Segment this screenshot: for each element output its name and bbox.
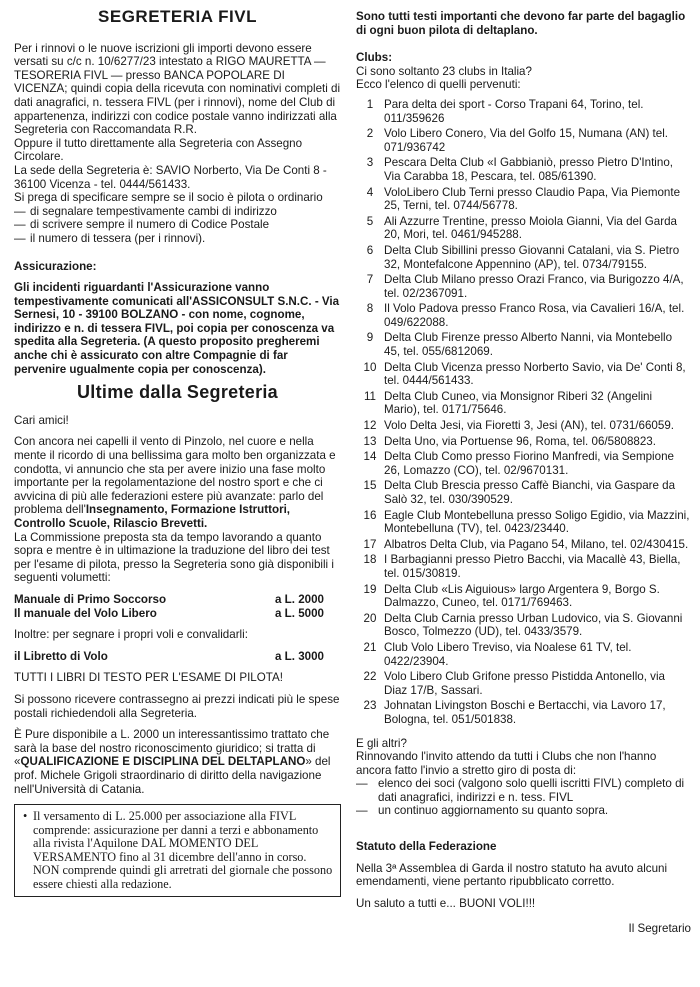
club-item <box>356 538 691 552</box>
news-paragraph-1: Con ancora nei capelli il vento di Pinzolo, nel cuore e nella mente il ricordo di una bellissima gara molto ben organizzata e condotta, vi annuncio che sta per avere inizio una fase molto importante per la regolamentazione del nostro sport e che ci avvicina di più alle federazioni estere più avanzate: parlo del problema dell'Insegnamento, Formazione Istruttori, Controllo Scuole, Rilascio Brevetti. <box>14 435 336 530</box>
club-item <box>356 553 691 580</box>
left-column <box>14 0 341 897</box>
club-text: Delta Club Firenze presso Alberto Nanni, via Montebello 45, tel. 055/6812069. <box>384 331 673 359</box>
section-title-ultime: Ultime dalla Segreteria <box>77 382 278 403</box>
club-number: 6 <box>366 243 374 257</box>
club-item <box>356 419 691 433</box>
club-text: Delta Club Vicenza presso Norberto Savio, via De' Conti 8, tel. 0444/561433. <box>384 360 686 388</box>
club-item <box>356 670 691 697</box>
request-paragraph: Si prega di specificare sempre se il socio è pilota o ordinario <box>14 191 323 205</box>
club-text: Delta Club Carnia presso Urban Ludovico, via S. Giovanni Bosco, Tolmezzo (UD), tel. 0433/3579. <box>384 611 683 639</box>
club-number: 1 <box>366 97 374 111</box>
club-item <box>356 612 691 639</box>
club-item <box>356 127 691 154</box>
insurance-text: Gli incidenti riguardanti l'Assicurazione vanno tempestivamente comunicati all'ASSICONSULT S.N.C. - Via Sernesi, 10 - 39100 BOLZANO - con nome, cognome, indirizzo e n. di tessera FIVL, poi copia per conoscenza va spedita alla Segreteria. (A questo proposito pregheremi anche chi è assicurato con altre Compagnie di far pervenire ugualmente copia per conoscenza). <box>14 281 340 376</box>
club-item <box>356 302 691 329</box>
others-text: Rinnovando l'invito attendo da tutti i Clubs che non l'hanno ancora fatto l'invio a stretto giro di posta di: <box>356 750 657 777</box>
insurance-heading: Assicurazione: <box>14 259 97 273</box>
club-number: 22 <box>363 670 377 684</box>
club-number: 15 <box>363 479 377 493</box>
request-item: — di scrivere sempre il numero di Codice Postale <box>14 218 270 232</box>
membership-box: • Il versamento di L. 25.000 per associazione alla FIVL comprende: assicurazione per danni a terzi e abbonamento alla rivista l'Aquilone DAL MOMENTO DEL VERSAMENTO fino al 31 dicembre dell'anno in corso. NON comprende quindi gli arretrati del giornale che possono essere chiesti alla redazione. <box>14 804 341 897</box>
club-item <box>356 215 691 242</box>
club-text: Ali Azzurre Trentine, presso Moiola Gianni, Via del Garda 20, Mori, tel. 0461/945288. <box>384 214 677 242</box>
club-item <box>356 699 691 726</box>
club-number: 17 <box>363 537 377 551</box>
club-number: 10 <box>363 360 377 374</box>
club-number: 4 <box>366 185 374 199</box>
club-text: Delta Club Sibillini presso Giovanni Catalani, via S. Pietro 32, Montefalcone Appennino (AP), tel. 0734/79155. <box>384 243 680 271</box>
club-text: Delta Club Cuneo, via Monsignor Riberi 32 (Angelini Mario), tel. 0171/75646. <box>384 389 653 417</box>
contrassegno-paragraph: Si possono ricevere contrassegno ai prezzi indicati più le spese postali richiedendoli alla Segreteria. <box>14 692 340 720</box>
news-paragraph-2: La Commissione preposta sta da tempo lavorando a quanto sopra e mentre è in ultimazione la traduzione del libro dei test per l'esame di pilota, presso la Segreteria sono già disponibili i seguenti volumetti: <box>14 530 334 585</box>
club-item <box>356 244 691 271</box>
clubs-list <box>356 98 691 727</box>
request-item: — il numero di tessera (per i rinnovi). <box>14 231 206 245</box>
alt-paragraph: Oppure il tutto direttamente alla Segreteria con Assegno Circolare. <box>14 136 303 164</box>
bullet-icon: • <box>23 809 28 824</box>
club-item <box>356 390 691 417</box>
right-column <box>356 0 691 936</box>
club-number: 7 <box>366 273 374 287</box>
club-text: I Barbagianni presso Pietro Bacchi, via Macallè 43, Biella, tel. 015/30819. <box>384 553 681 580</box>
others-question: E gli altri? <box>356 736 407 750</box>
libretto-row: il Libretto di Volo a L. 3000 <box>14 649 324 663</box>
clubs-question: Ci sono soltanto 23 clubs in Italia? <box>356 64 532 78</box>
club-number: 12 <box>363 419 377 433</box>
club-number: 19 <box>363 582 377 596</box>
club-text: Delta Club Milano presso Orazi Franco, via Burigozzo 4/A, tel. 02/2367091. <box>384 273 684 300</box>
greeting: Cari amici! <box>14 413 69 427</box>
club-text: Albatros Delta Club, via Pagano 54, Milano, tel. 02/430415. <box>384 537 689 551</box>
lead-paragraph: Sono tutti testi importanti che devono far parte del bagaglio di ogni buon pilota di deltaplano. <box>356 10 686 37</box>
section-title-segreteria: SEGRETERIA FIVL <box>98 7 257 26</box>
club-number: 9 <box>366 331 374 345</box>
club-number: 23 <box>363 699 377 713</box>
club-text: Pescara Delta Club «I Gabbianiò, presso Pietro D'Intino, Via Carabba 18, Pescara, tel. 085/61390. <box>384 156 673 183</box>
club-number: 13 <box>363 434 377 448</box>
club-number: 3 <box>366 156 374 170</box>
club-item <box>356 98 691 125</box>
closing-line: Un saluto a tutti e... BUONI VOLI!!! <box>356 896 536 910</box>
tutti-line: TUTTI I LIBRI DI TESTO PER L'ESAME DI PILOTA! <box>14 671 283 685</box>
club-text: Delta Club «Lis Aiguious» largo Argentera 9, Borgo S. Dalmazzo, Cuneo, tel. 0171/769463. <box>384 582 660 610</box>
club-number: 21 <box>363 640 377 654</box>
club-number: 18 <box>363 553 377 567</box>
club-number: 16 <box>363 508 377 522</box>
club-item <box>356 479 691 506</box>
statuto-text: Nella 3ª Assemblea di Garda il nostro statuto ha avuto alcuni emendamenti, viene pertanto ripubblicato corretto. <box>356 861 668 889</box>
club-text: Delta Club Como presso Fiorino Manfredi, via Sempione 26, Lomazzo (CO), tel. 02/9670131. <box>384 450 674 477</box>
club-number: 2 <box>366 127 374 141</box>
club-item <box>356 331 691 358</box>
statuto-heading: Statuto della Federazione <box>356 840 497 854</box>
club-text: Volo Libero Conero, Via del Golfo 15, Numana (AN) tel. 071/936742 <box>384 127 668 154</box>
club-text: VoloLibero Club Terni presso Claudio Papa, Via Piemonte 25, Terni, tel. 0744/56778. <box>384 185 681 213</box>
club-number: 14 <box>363 450 377 464</box>
club-text: Eagle Club Montebelluna presso Soligo Egidio, via Mazzini, Montebelluna (TV), tel. 0423/23440. <box>384 508 690 536</box>
club-text: Volo Delta Jesi, via Fioretti 3, Jesi (AN), tel. 0731/66059. <box>384 419 674 433</box>
club-item <box>356 361 691 388</box>
intro-paragraph: Per i rinnovi o le nuove iscrizioni gli importi devono essere versati su c/c n. 10/6277/23 intestato a RIGO MAURETTA — TESORERIA FIVL — presso BANCA POPOLARE DI VICENZA; quindi copia della ricevuta con nominativi completi di dati anagrafici, n. tessera FIVL (per i rinnovi), nome del Club di appartenenza, indirizzi con codice postale vanno indirizzati alla Segreteria con Raccomandata R.R. <box>14 41 341 137</box>
club-number: 5 <box>366 214 374 228</box>
club-item <box>356 273 691 300</box>
club-text: Il Volo Padova presso Franco Rosa, via Cavalieri 16/A, tel. 049/622088. <box>384 302 685 329</box>
club-item <box>356 641 691 668</box>
club-number: 8 <box>366 302 374 316</box>
club-item <box>356 435 691 449</box>
club-text: Johnatan Livingston Boschi e Bertacchi, via Lavoro 17, Bologna, tel. 051/501838. <box>384 699 666 726</box>
signature: Il Segretario <box>628 922 691 936</box>
request-item: — di segnalare tempestivamente cambi di indirizzo <box>14 204 277 218</box>
others-item: — elenco dei soci (valgono solo quelli iscritti FIVL) completo di dati anagrafici, indirizzi e n. tess. FIVL <box>356 777 685 804</box>
club-number: 20 <box>363 611 377 625</box>
seat-paragraph: La sede della Segreteria è: SAVIO Norberto, Via De Conti 8 - 36100 Vicenza - tel. 0444/561433. <box>14 163 327 191</box>
club-item <box>356 450 691 477</box>
club-number: 11 <box>363 389 377 403</box>
book-row: Il manuale del Volo Libero a L. 5000 <box>14 606 324 620</box>
club-text: Para delta dei sport - Corso Trapani 64, Torino, tel. 011/359626 <box>384 97 644 125</box>
club-item <box>356 156 691 183</box>
book-row: Manuale di Primo Soccorso a L. 2000 <box>14 592 324 606</box>
inoltre-line: Inoltre: per segnare i propri voli e convalidarli: <box>14 628 248 642</box>
disponibile-paragraph: È Pure disponibile a L. 2000 un interessantissimo trattato che sarà la base del nostro riconoscimento giuridico; si tratta di «QUALIFICAZIONE E DISCIPLINA DEL DELTAPLANO» del prof. Michele Grigoli straordinario di diritto della navigazione nell'Università di Catania. <box>14 728 331 796</box>
club-text: Delta Uno, via Portuense 96, Roma, tel. 06/5808823. <box>384 434 656 448</box>
club-text: Delta Club Brescia presso Caffè Bianchi, via Gaspare da Salò 32, tel. 030/390529. <box>384 479 676 506</box>
club-item <box>356 583 691 610</box>
clubs-heading: Clubs: <box>356 51 393 65</box>
club-item <box>356 186 691 213</box>
club-text: Volo Libero Club Grifone presso Pistidda Antonello, via Diaz 17/B, Sassari. <box>384 670 665 697</box>
others-item: — un continuo aggiornamento su quanto sopra. <box>356 804 609 818</box>
club-text: Club Volo Libero Treviso, via Noalese 61 TV, tel. 0422/23904. <box>384 640 632 668</box>
clubs-intro: Ecco l'elenco di quelli pervenuti: <box>356 78 521 92</box>
club-item <box>356 509 691 536</box>
